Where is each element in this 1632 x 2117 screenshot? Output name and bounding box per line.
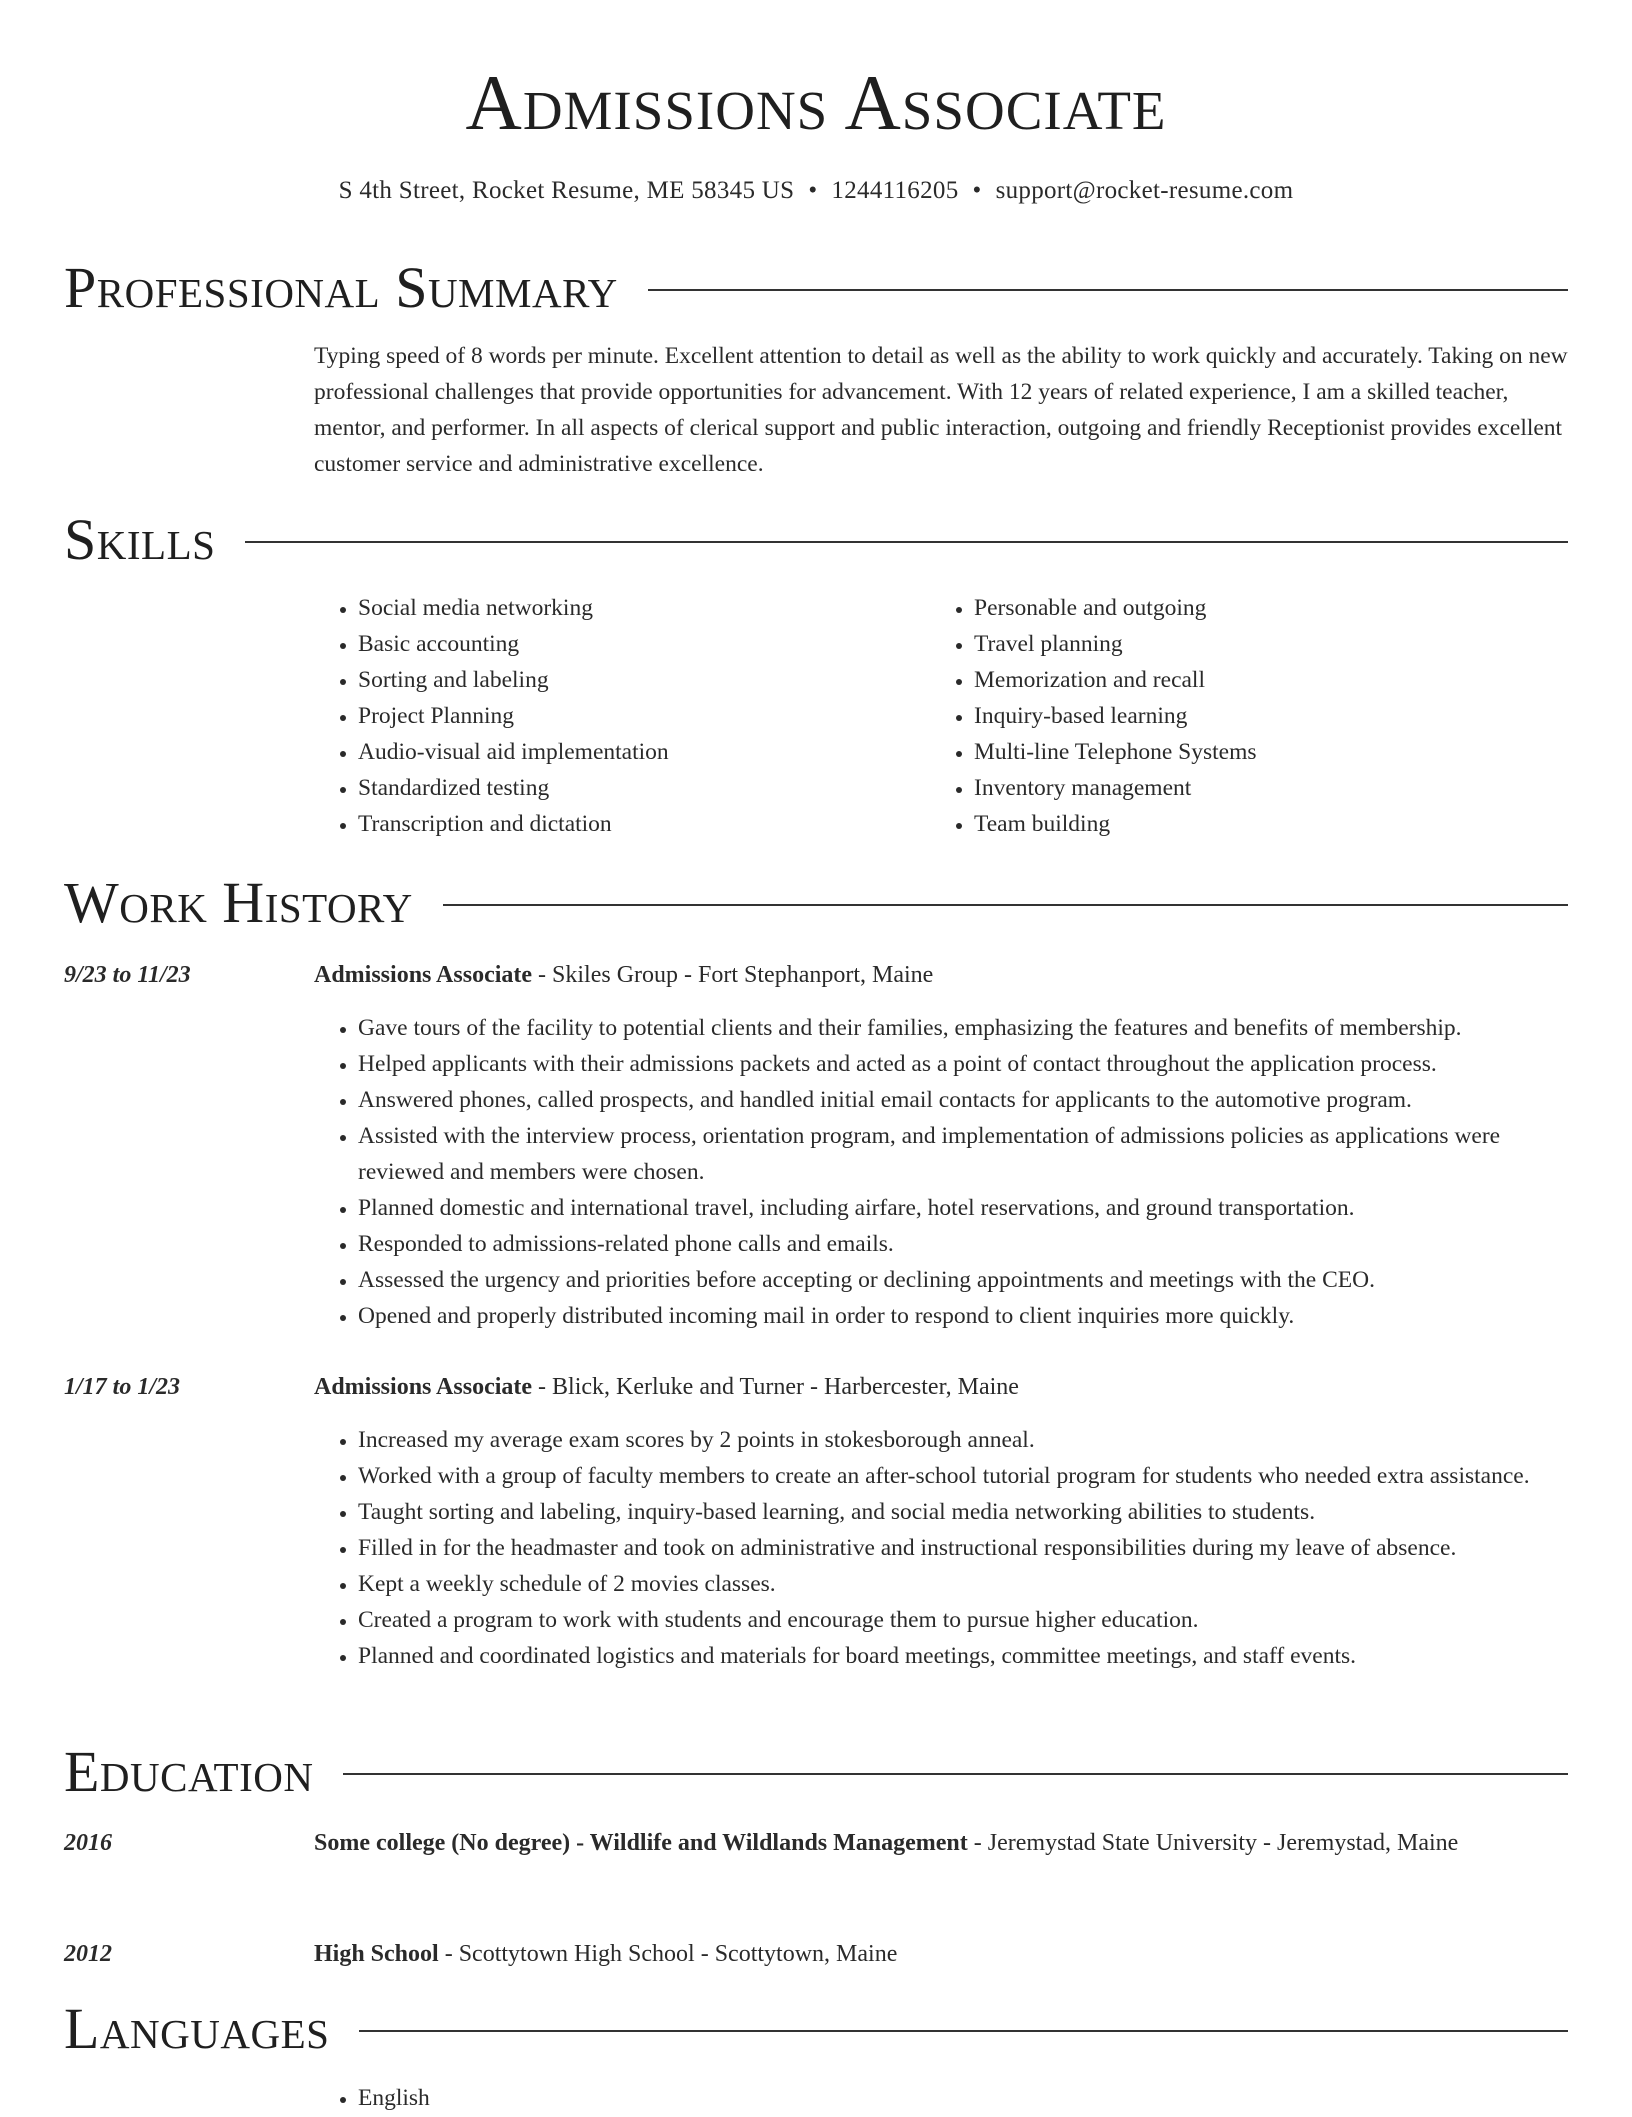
skill-item: • Transcription and dictation: [358, 806, 874, 842]
job-bullet: • Kept a weekly schedule of 2 movies classes.: [358, 1566, 1574, 1602]
skill-item: • Standardized testing: [358, 770, 874, 806]
job-bullet: • Planned domestic and international travel, including airfare, hotel reservations, and ground transportation.: [358, 1190, 1574, 1226]
education-degree: Some college (No degree) - Wildlife and Wildlands Management: [314, 1830, 968, 1856]
job-bullets: [314, 1010, 1574, 1334]
job-title: Admissions Associate: [314, 962, 533, 988]
job-bullet: • Increased my average exam scores by 2 points in stokesborough anneal.: [358, 1422, 1574, 1458]
skill-item: • Multi-line Telephone Systems: [974, 734, 1490, 770]
education-year: 2016: [64, 1830, 112, 1856]
skill-item: • Sorting and labeling: [358, 662, 874, 698]
job-bullet: • Filled in for the headmaster and took on administrative and instructional responsibilities during my leave of absence.: [358, 1530, 1574, 1566]
skill-item: • Project Planning: [358, 698, 874, 734]
skill-item: • Audio-visual aid implementation: [358, 734, 874, 770]
section-divider: [245, 541, 1568, 543]
job-bullet: • Assessed the urgency and priorities before accepting or declining appointments and meetings with the CEO.: [358, 1262, 1574, 1298]
job-dates: 1/17 to 1/23: [64, 1374, 181, 1400]
education-entry: [314, 1935, 1574, 1973]
job-bullet: • Worked with a group of faculty members to create an after-school tutorial program for students who needed extra assistance.: [358, 1458, 1574, 1494]
skills-heading: Skills: [64, 507, 216, 572]
work-section-header: [64, 868, 1568, 938]
languages-list: [314, 2080, 1574, 2116]
contact-separator: •: [972, 177, 982, 204]
section-divider: [443, 904, 1568, 906]
contact-email: support@rocket-resume.com: [995, 177, 1294, 204]
skill-item: • Social media networking: [358, 590, 874, 626]
job-bullet: • Helped applicants with their admissions packets and acted as a point of contact throughout the application process.: [358, 1046, 1574, 1082]
contact-separator: •: [808, 177, 818, 204]
job-bullet: • Assisted with the interview process, orientation program, and implementation of admissions policies as applications were reviewed and members were chosen.: [358, 1118, 1574, 1190]
summary-heading: Professional Summary: [64, 255, 618, 320]
resume-name: Admissions Associate: [465, 59, 1167, 146]
skill-item: • Team building: [974, 806, 1490, 842]
work-heading: Work History: [64, 870, 413, 935]
job-bullet: • Opened and properly distributed incoming mail in order to respond to client inquiries more quickly.: [358, 1298, 1574, 1334]
job-bullet: • Responded to admissions-related phone calls and emails.: [358, 1226, 1574, 1262]
skills-column-right: [930, 590, 1490, 842]
contact-address: S 4th Street, Rocket Resume, ME 58345 US: [338, 177, 795, 204]
job-bullets: [314, 1422, 1574, 1674]
education-entry: [314, 1824, 1574, 1862]
skills-column-left: [314, 590, 874, 842]
skill-item: • Memorization and recall: [974, 662, 1490, 698]
summary-text: Typing speed of 8 words per minute. Excellent attention to detail as well as the ability to work quickly and accurately. Taking on new professional challenges that provide opportunities for advancement. With 12 years of related experience, I am a skilled teacher, mentor, and performer. In all aspects of clerical support and public interaction, outgoing and friendly Receptionist provides excellent customer service and administrative excellence.: [314, 343, 1568, 477]
contact-line: [0, 175, 1632, 207]
skills-section-header: [64, 505, 1568, 575]
skill-item: • Personable and outgoing: [974, 590, 1490, 626]
job-title: Admissions Associate: [314, 1374, 533, 1400]
education-heading: Education: [64, 1739, 314, 1804]
contact-phone: 1244116205: [831, 177, 959, 204]
job-bullet: • Planned and coordinated logistics and materials for board meetings, committee meetings, and staff events.: [358, 1638, 1574, 1674]
job-bullet: • Taught sorting and labeling, inquiry-based learning, and social media networking abilities to students.: [358, 1494, 1574, 1530]
languages-section-header: [64, 1994, 1568, 2064]
job-bullet: • Created a program to work with students and encourage them to pursue higher education.: [358, 1602, 1574, 1638]
education-year: 2012: [64, 1941, 112, 1967]
job-heading: [314, 1368, 1574, 1406]
education-section-header: [64, 1737, 1568, 1807]
summary-section-header: [64, 253, 1568, 323]
languages-heading: Languages: [64, 1996, 330, 2061]
education-degree: High School: [314, 1941, 439, 1967]
section-divider: [648, 289, 1568, 291]
skill-item: • Basic accounting: [358, 626, 874, 662]
job-dates: 9/23 to 11/23: [64, 962, 191, 988]
education-school: - Scottytown High School - Scottytown, Maine: [438, 1941, 898, 1967]
section-divider: [359, 2030, 1568, 2032]
skill-item: • Inventory management: [974, 770, 1490, 806]
job-employer: - Skiles Group - Fort Stephanport, Maine: [532, 962, 934, 988]
language-item: • English: [358, 2080, 1574, 2116]
job-bullet: • Answered phones, called prospects, and handled initial email contacts for applicants to the automotive program.: [358, 1082, 1574, 1118]
job-heading: [314, 956, 1574, 994]
job-employer: - Blick, Kerluke and Turner - Harbercester, Maine: [532, 1374, 1019, 1400]
section-divider: [343, 1773, 1568, 1775]
skill-item: • Inquiry-based learning: [974, 698, 1490, 734]
skill-item: • Travel planning: [974, 626, 1490, 662]
education-school: - Jeremystad State University - Jeremystad, Maine: [967, 1830, 1459, 1856]
job-bullet: • Gave tours of the facility to potential clients and their families, emphasizing the features and benefits of membership.: [358, 1010, 1574, 1046]
